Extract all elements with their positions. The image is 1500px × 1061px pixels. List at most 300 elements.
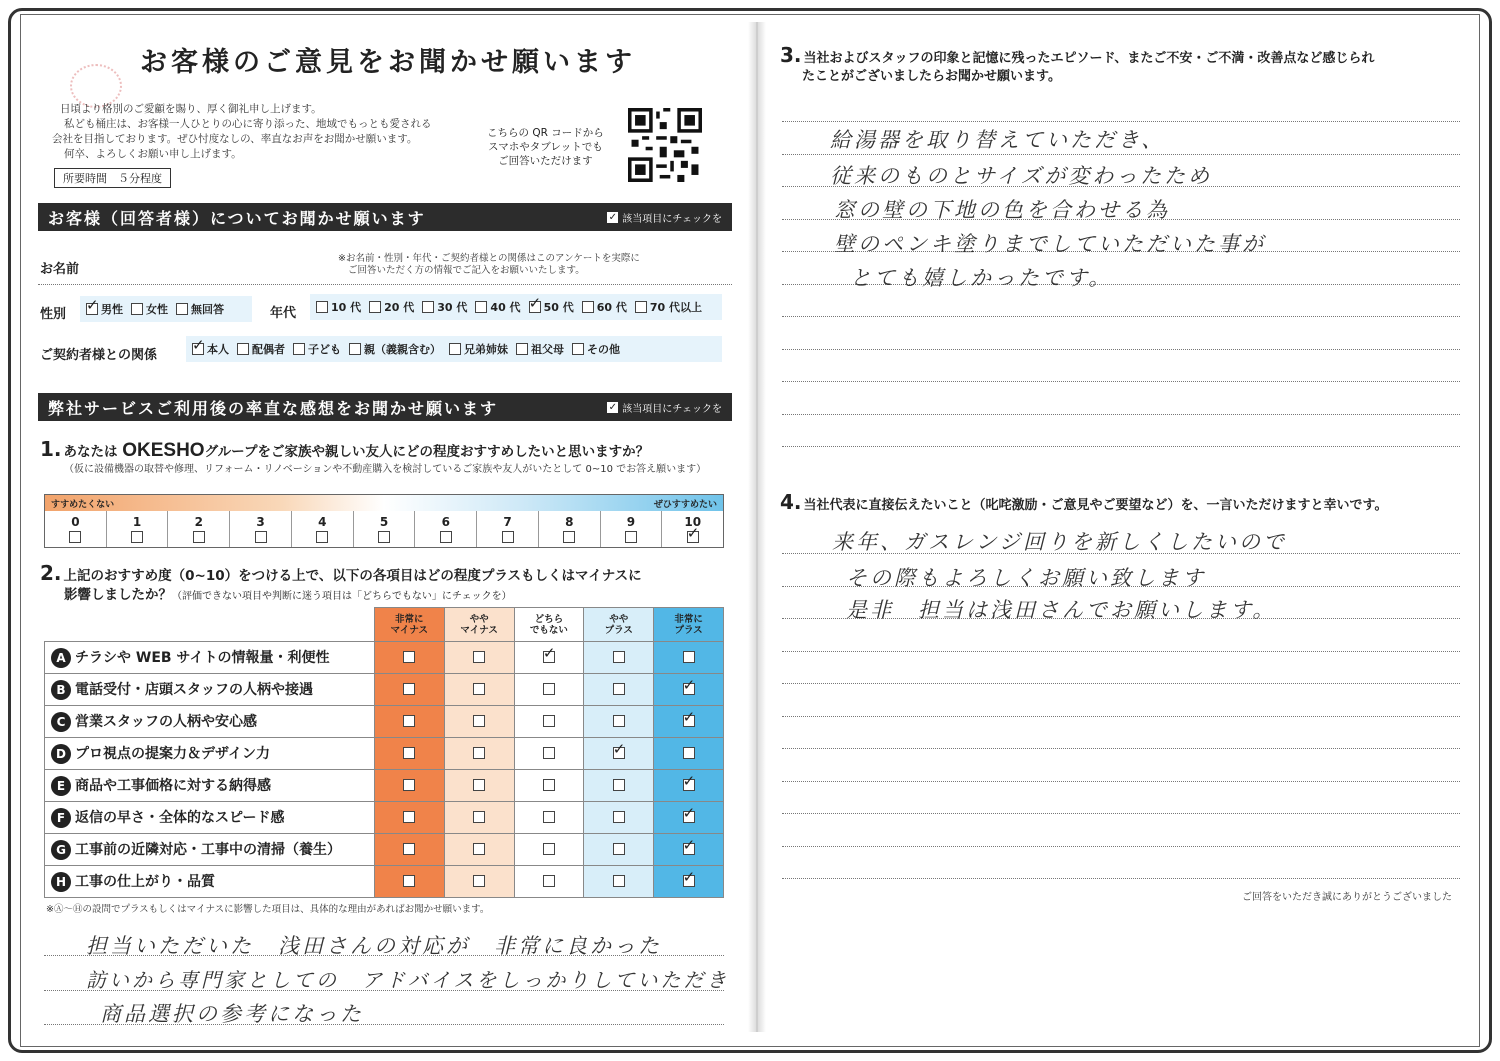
rating-cell[interactable] [444,706,514,738]
rating-cell[interactable] [444,770,514,802]
blank-header [45,608,375,642]
scale-number: 1 [132,515,142,529]
handwritten-line: 商品選択の参考になった [100,1002,364,1026]
scale-number: 5 [379,515,389,529]
checkbox[interactable] [403,683,415,695]
scale-option[interactable] [45,511,107,547]
checkbox[interactable] [613,875,625,887]
checkbox[interactable] [176,303,188,315]
privacy-note-line: ※お名前・性別・年代・ご契約者様との関係はこのアンケートを実際に [338,253,640,264]
rating-cell[interactable] [584,770,654,802]
q3-number: 3. [780,43,802,67]
rating-table-header [45,608,724,642]
option-age-6[interactable] [635,299,702,315]
rating-row [45,706,724,738]
answer-line [782,651,1460,652]
handwritten-line: 窓の壁の下地の色を合わせる為 [834,198,1170,222]
checkbox[interactable] [192,343,204,355]
handwritten-line: 給湯器を取り替えていただき、 [830,128,1166,152]
rating-cell[interactable] [584,866,654,898]
checkbox[interactable] [543,715,555,727]
option-gender-2[interactable] [176,301,224,317]
column-header-line: やや [469,613,489,625]
recommend-scale [44,494,724,548]
rating-row [45,770,724,802]
item-letter-icon: A [51,648,71,668]
rating-row [45,738,724,770]
answer-line [782,683,1460,684]
option-relation-2[interactable] [293,341,341,357]
checkbox[interactable] [683,843,695,855]
checkbox[interactable] [237,343,249,355]
answer-line [782,381,1460,382]
option-label: 10 代 [331,301,362,314]
checkbox[interactable] [131,531,143,543]
name-label: お名前 [40,262,80,277]
rating-item [45,738,375,770]
column-header [654,608,724,642]
option-age-1[interactable] [369,299,414,315]
answer-line [782,878,1460,879]
q3-text: 当社およびスタッフの印象と記憶に残ったエピソード、またご不安・ご不満・改善点など感じられ [803,51,1375,66]
checkbox[interactable] [473,683,485,695]
item-letter-icon: B [51,680,71,700]
q3-heading [780,43,1375,68]
rating-cell[interactable] [374,770,444,802]
option-age-0[interactable] [316,299,361,315]
checkbox-icon: ✓ [608,211,617,223]
answer-line [782,349,1460,350]
option-label: 40 代 [490,301,521,314]
column-header-line: どちら [534,613,564,625]
checkbox[interactable] [625,531,637,543]
rating-cell[interactable] [654,866,724,898]
rating-cell[interactable] [514,834,584,866]
scale-number: 10 [684,515,702,529]
scale-number: 8 [565,515,574,529]
handwritten-line: 壁のペンキ塗りまでしていただいた事が [834,232,1266,256]
handwritten-line: 担当いただいた 浅田さんの対応が 非常に良かった [86,934,662,958]
item-letter-icon: G [51,840,71,860]
item-label: プロ視点の提案力＆デザイン力 [75,746,271,762]
rating-cell[interactable] [654,674,724,706]
checkbox[interactable] [613,843,625,855]
checkbox[interactable] [403,651,415,663]
rating-cell[interactable] [514,738,584,770]
scale-option[interactable] [415,511,477,547]
q2-note: （評価できない項目や判断に迷う項目は「どちらでもない」にチェックを） [172,591,512,602]
rating-row [45,834,724,866]
answer-line [782,813,1460,814]
option-label: 兄弟姉妹 [464,343,508,356]
rating-row [45,642,724,674]
option-relation-4[interactable] [449,341,508,357]
answer-line [782,316,1460,317]
checkbox[interactable] [543,779,555,791]
privacy-note [338,253,640,277]
handwritten-line: 従来のものとサイズが変わったため [830,164,1213,188]
qr-caption-line: スマホやタブレットでも [487,141,603,153]
option-relation-5[interactable] [516,341,564,357]
intro-line: 私ども桶庄は、お客様一人ひとりの心に寄り添った、地域でもっとも愛される [64,118,432,130]
answer-line [782,121,1460,122]
column-header-line: マイナス [460,624,498,636]
rating-cell[interactable] [654,770,724,802]
option-label: その他 [587,343,620,356]
item-label: 商品や工事価格に対する納得感 [75,778,271,794]
checkbox[interactable] [543,843,555,855]
scale-number: 4 [318,515,327,529]
scale-ends [51,497,717,510]
intro-text [52,102,432,162]
option-relation-3[interactable] [349,341,441,357]
scale-option[interactable] [601,511,663,547]
checkbox[interactable] [473,811,485,823]
rating-cell[interactable] [374,866,444,898]
scale-number: 6 [441,515,450,529]
rating-cell[interactable] [654,834,724,866]
checkbox[interactable] [543,747,555,759]
rating-table [44,607,724,898]
check-note-text: 該当項目にチェックを [622,213,722,225]
q2-text: 影響しましたか？ [64,587,172,603]
column-header-line: プラス [674,624,703,636]
checkbox[interactable] [683,875,695,887]
option-gender-0[interactable] [86,301,123,317]
rating-cell[interactable] [374,674,444,706]
rating-table-body [45,642,724,898]
scale-cells [45,511,723,547]
checkbox-icon: ✓ [608,401,617,413]
checkbox[interactable] [502,531,514,543]
rating-cell[interactable] [584,642,654,674]
qr-caption-line: こちらの QR コードから [487,127,604,139]
checkbox[interactable] [473,715,485,727]
scale-number: 3 [256,515,265,529]
q2-heading-line2 [64,583,512,603]
rating-cell[interactable] [514,674,584,706]
rating-cell[interactable] [584,802,654,834]
checkbox[interactable] [473,875,485,887]
rating-cell[interactable] [654,642,724,674]
checkbox[interactable] [440,531,452,543]
q2-number: 2. [40,561,62,585]
checkbox[interactable] [378,531,390,543]
checkbox[interactable] [475,301,487,313]
rating-item [45,866,375,898]
scale-option[interactable] [168,511,230,547]
scale-option[interactable] [107,511,169,547]
option-age-3[interactable] [475,299,520,315]
checkbox[interactable] [316,531,328,543]
checkbox[interactable] [473,779,485,791]
checkbox[interactable] [473,747,485,759]
checkbox[interactable] [86,303,98,315]
rating-item [45,802,375,834]
column-header-line: プラス [604,624,633,636]
checkbox[interactable] [613,811,625,823]
page-title: お客様のご意見をお聞かせ願います [140,47,636,78]
checkbox[interactable] [543,651,555,663]
rating-cell[interactable] [584,738,654,770]
checkbox[interactable] [529,301,541,313]
checkbox[interactable] [403,875,415,887]
column-header-line: でもない [529,624,568,636]
handwritten-line: 訪いから専門家としての アドバイスをしっかりしていただき [86,968,730,992]
option-relation-0[interactable] [192,341,229,357]
section-title: お客様（回答者様）についてお聞かせ願います [48,208,426,228]
option-label: 無回答 [191,303,224,316]
rating-item [45,674,375,706]
option-label: 配偶者 [252,343,285,356]
option-relation-1[interactable] [237,341,285,357]
checkbox[interactable] [543,811,555,823]
checkbox[interactable] [193,531,205,543]
option-label: 子ども [308,343,341,356]
scale-number: 2 [194,515,204,529]
q1-number: 1. [40,437,62,461]
q1-text: グループをご家族や親しい友人にどの程度おすすめしたいと思いますか？ [204,444,650,460]
checkbox[interactable] [422,301,434,313]
rating-cell[interactable] [374,834,444,866]
scale-high-label: ぜひすすめたい [653,500,717,510]
checkbox[interactable] [369,301,381,313]
column-header [584,608,654,642]
checkbox[interactable] [543,875,555,887]
checkbox[interactable] [293,343,305,355]
checkbox[interactable] [683,811,695,823]
option-age-5[interactable] [582,299,627,315]
option-label: 70 代以上 [649,301,702,314]
checkbox[interactable] [316,301,328,313]
scale-option[interactable] [230,511,292,547]
gender-label: 性別 [40,307,67,322]
checkbox[interactable] [69,531,81,543]
intro-line: 会社を目指しております。ぜひ忖度なしの、率直なお声をお聞かせ願います。 [52,133,418,145]
option-label: 親（義親含む） [364,343,441,356]
q4-text: 当社代表に直接伝えたいこと（叱咤激励・ご意見やご要望など）を、一言いただけますと幸いです。 [803,498,1388,513]
q2-footnote: ※Ⓐ～Ⓗの設問でプラスもしくはマイナスに影響した項目は、具体的な理由があればお聞かせ願います。 [46,904,490,915]
rating-cell[interactable] [514,706,584,738]
checkbox[interactable] [403,747,415,759]
column-header [444,608,514,642]
checkbox[interactable] [563,531,575,543]
column-header-line: 非常に [395,613,424,625]
rating-cell[interactable] [444,866,514,898]
scale-number: 0 [71,515,80,529]
rating-cell[interactable] [374,706,444,738]
rating-cell[interactable] [514,802,584,834]
option-age-2[interactable] [422,299,467,315]
section-header-customer [38,203,732,231]
checkbox[interactable] [572,343,584,355]
privacy-note-line: ご回答いただく方の情報でご記入をお願いいたします。 [348,265,585,276]
age-options [310,294,722,320]
rating-cell[interactable] [584,674,654,706]
checkbox[interactable] [683,747,695,759]
q2-text: 上記のおすすめ度（0~10）をつける上で、以下の各項目はどの程度プラスもしくはマイナスに [63,568,642,584]
option-label: 30 代 [437,301,468,314]
rating-cell[interactable] [514,866,584,898]
item-letter-icon: D [51,744,71,764]
column-header [374,608,444,642]
checkbox[interactable] [683,683,695,695]
item-letter-icon: H [51,872,71,892]
q2-heading [40,561,642,585]
rating-cell[interactable] [654,706,724,738]
rating-row [45,802,724,834]
item-letter-icon: E [51,776,71,796]
scale-option[interactable] [539,511,601,547]
checkbox[interactable] [683,715,695,727]
section-header-service [38,393,732,421]
option-label: 男性 [101,303,123,316]
q4-heading [780,490,1388,515]
handwritten-line: 是非 担当は浅田さんでお願いします。 [846,598,1277,622]
rating-item [45,642,375,674]
checkbox[interactable] [613,651,625,663]
answer-line [782,716,1460,717]
q1-heading [40,437,649,462]
qr-code-icon[interactable] [628,108,702,182]
rating-cell[interactable] [374,642,444,674]
checkbox[interactable] [255,531,267,543]
item-label: 工事前の近隣対応・工事中の清掃（養生） [75,842,341,858]
answer-line [782,781,1460,782]
qr-caption [487,126,604,168]
scale-number: 7 [503,515,512,529]
checkbox[interactable] [635,301,647,313]
handwritten-line: その際もよろしくお願い致します [846,566,1206,590]
rating-row [45,866,724,898]
checkbox[interactable] [449,343,461,355]
answer-line [782,846,1460,847]
check-note [607,400,722,415]
rating-cell[interactable] [374,802,444,834]
item-label: 営業スタッフの人柄や安心感 [75,714,257,730]
checkbox[interactable] [131,303,143,315]
scale-number: 9 [626,515,636,529]
option-age-4[interactable] [529,299,574,315]
item-label: チラシや WEB サイトの情報量・利便性 [75,650,330,666]
handwritten-line: とても嬉しかったです。 [850,266,1113,290]
item-label: 工事の仕上がり・品質 [75,874,215,890]
q3-heading-line2: たことがございましたらお聞かせ願います。 [802,69,1061,84]
scale-option[interactable] [477,511,539,547]
qr-caption-line: ご回答いただけます [498,155,593,167]
checkbox[interactable] [613,747,625,759]
intro-line: 何卒、よろしくお願い申し上げます。 [64,148,242,160]
rating-cell[interactable] [514,770,584,802]
option-label: 本人 [207,343,229,356]
option-label: 女性 [146,303,168,316]
answer-line [782,748,1460,749]
page-fold [748,22,766,1032]
rating-item [45,770,375,802]
checkbox[interactable] [473,843,485,855]
rating-cell[interactable] [374,738,444,770]
rating-cell[interactable] [514,642,584,674]
answer-line [782,446,1460,447]
scale-option[interactable] [662,511,723,547]
rating-cell[interactable] [444,738,514,770]
section-title: 弊社サービスご利用後の率直な感想をお聞かせ願います [48,398,499,418]
gender-options [80,296,252,322]
checkbox[interactable] [403,811,415,823]
handwritten-line: 来年、ガスレンジ回りを新しくしたいので [832,530,1287,554]
rating-cell[interactable] [444,834,514,866]
rating-item [45,706,375,738]
rating-cell[interactable] [584,834,654,866]
rating-cell[interactable] [584,706,654,738]
column-header-line: 非常に [674,613,703,625]
item-letter-icon: F [51,808,71,828]
checkbox[interactable] [683,651,695,663]
q4-number: 4. [780,490,802,514]
column-header-line: マイナス [390,624,429,636]
item-label: 返信の早さ・全体的なスピード感 [75,810,285,826]
scale-option[interactable] [292,511,354,547]
checkbox[interactable] [613,715,625,727]
option-label: 20 代 [384,301,415,314]
checkbox[interactable] [403,779,415,791]
age-label: 年代 [270,306,297,321]
q1-subtext: （仮に設備機器の取替や修理、リフォーム・リノベーションや不動産購入を検討しているご家族や友人がいたとして 0~10 でお答え願います） [64,464,707,475]
time-required: 所要時間 ５分程度 [54,168,171,188]
relation-options [186,336,722,362]
checkbox[interactable] [473,651,485,663]
checkbox[interactable] [349,343,361,355]
option-label: 50 代 [543,301,574,314]
checkbox[interactable] [582,301,594,313]
scale-low-label: すすめたくない [51,500,115,510]
option-label: 60 代 [596,301,627,314]
check-note [607,210,722,225]
item-letter-icon: C [51,712,71,732]
thanks-text: ご回答をいただき誠にありがとうございました [1242,892,1452,903]
option-gender-1[interactable] [131,301,168,317]
rating-cell[interactable] [444,674,514,706]
checkbox[interactable] [516,343,528,355]
checkbox[interactable] [613,779,625,791]
rating-cell[interactable] [444,642,514,674]
column-header [514,608,584,642]
checkbox[interactable] [403,715,415,727]
rating-item [45,834,375,866]
item-label: 電話受付・店頭スタッフの人柄や接遇 [75,682,313,698]
option-label: 祖父母 [531,343,564,356]
checkbox[interactable] [687,531,699,543]
checkbox[interactable] [543,683,555,695]
relation-label: ご契約者様との関係 [40,348,158,363]
rating-cell[interactable] [444,802,514,834]
rating-cell[interactable] [654,738,724,770]
scale-option[interactable] [354,511,416,547]
rating-cell[interactable] [654,802,724,834]
intro-line: 日頃より格別のご愛顧を賜り、厚く御礼申し上げます。 [60,103,322,115]
column-header-line: やや [609,613,629,625]
check-note-text: 該当項目にチェックを [622,403,722,415]
answer-line [782,414,1460,415]
name-underline [38,284,732,285]
option-relation-6[interactable] [572,341,620,357]
rating-row [45,674,724,706]
checkbox[interactable] [403,843,415,855]
brand-logo: OKESHO [122,440,205,461]
checkbox[interactable] [613,683,625,695]
checkbox[interactable] [683,779,695,791]
q1-text: あなたは [63,444,118,460]
